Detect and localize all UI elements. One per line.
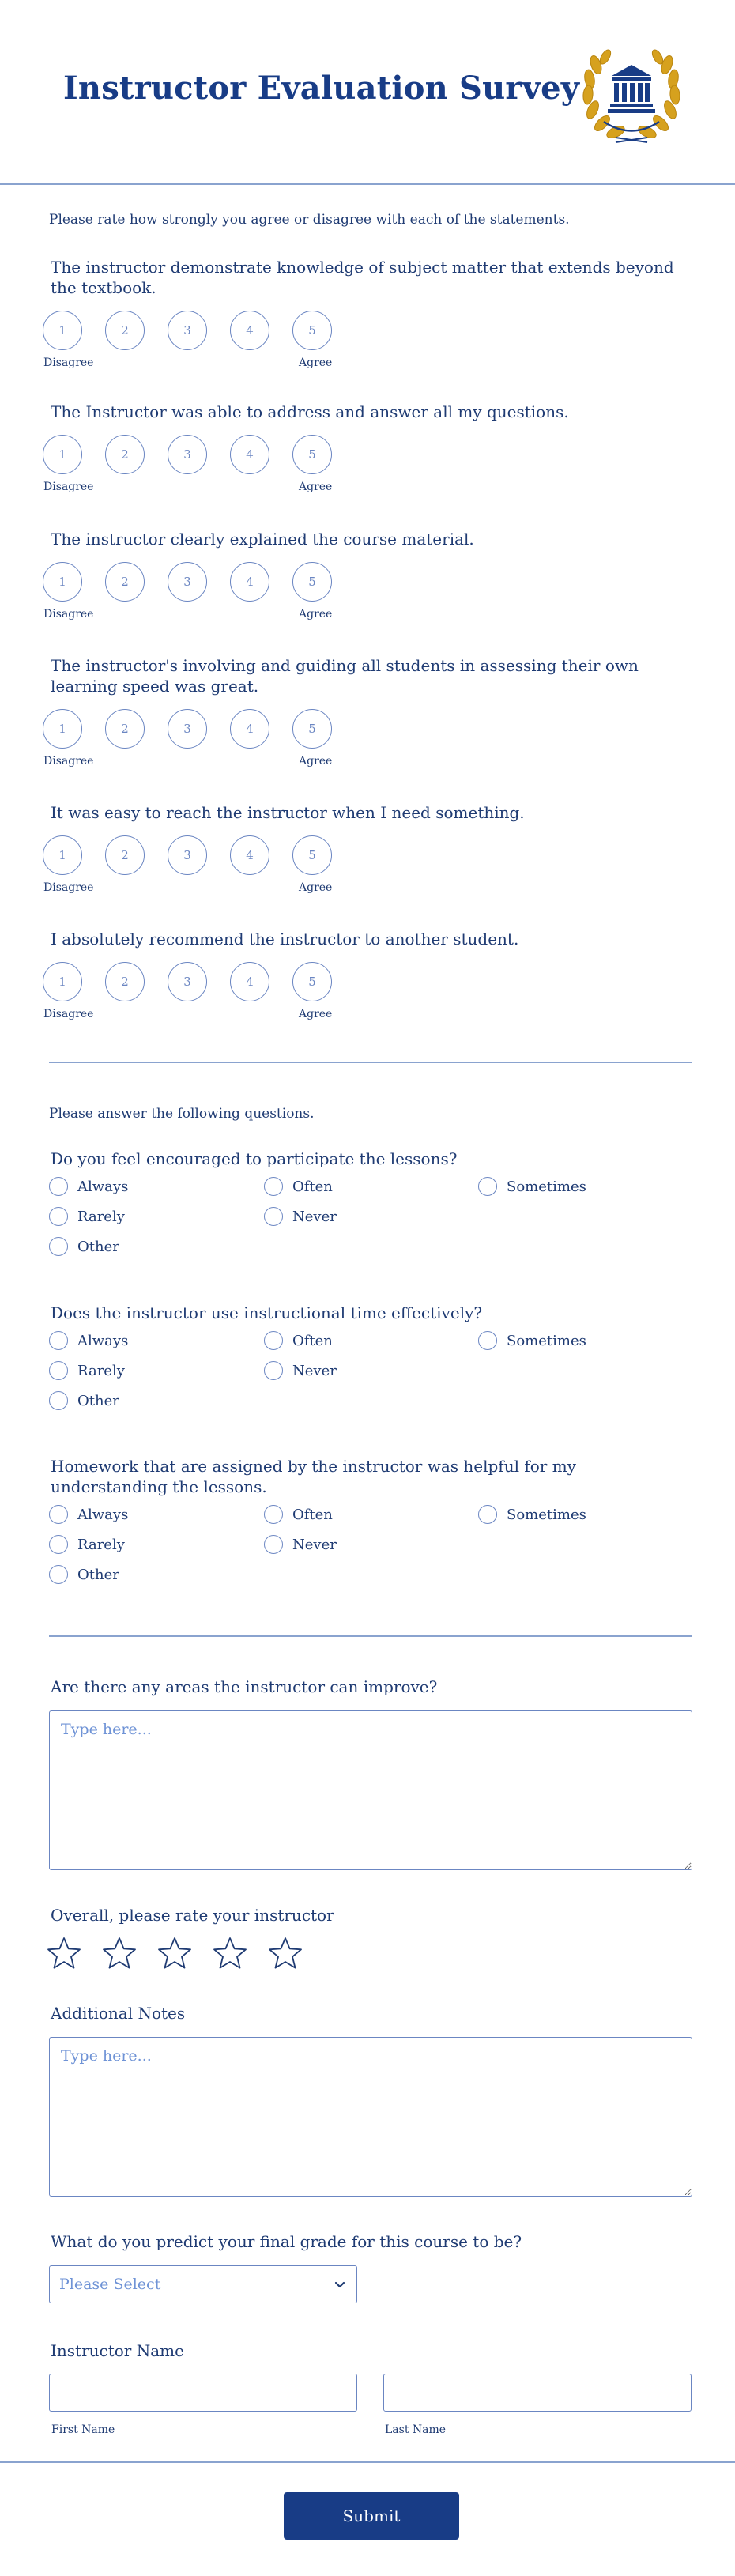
radio-circle-icon[interactable] — [49, 1505, 68, 1524]
rating-option[interactable]: 1 — [43, 835, 82, 875]
scale-high-label: Agree — [299, 881, 333, 894]
radio-option-label: Sometimes — [507, 1506, 586, 1523]
questions-intro: Please answer the following questions. — [49, 1106, 315, 1122]
radio-option-other[interactable] — [49, 1389, 119, 1412]
star-icon[interactable] — [46, 1935, 82, 1971]
rating-scale — [43, 562, 359, 625]
rating-statement: The instructor demonstrate knowledge of subject matter that extends beyond the textbook. — [51, 258, 674, 297]
radio-circle-icon[interactable] — [264, 1535, 283, 1554]
radio-option-often[interactable] — [264, 1503, 333, 1526]
scale-low-label: Disagree — [43, 608, 94, 620]
first-name-sublabel: First Name — [51, 2423, 115, 2436]
rating-scale — [43, 311, 359, 374]
scale-high-label: Agree — [299, 356, 333, 369]
rating-option[interactable]: 5 — [292, 435, 332, 474]
radio-option-label: Never — [292, 1208, 337, 1225]
grade-select[interactable] — [49, 2265, 357, 2303]
radio-option-sometimes[interactable] — [478, 1503, 586, 1526]
improve-textarea[interactable] — [49, 1710, 692, 1870]
last-name-sublabel: Last Name — [385, 2423, 447, 2436]
radio-option-often[interactable] — [264, 1175, 333, 1198]
rating-option[interactable]: 2 — [105, 311, 145, 350]
rating-option[interactable]: 2 — [105, 962, 145, 1001]
rating-statement: The instructor clearly explained the course material. — [51, 530, 474, 549]
radio-circle-icon[interactable] — [49, 1535, 68, 1554]
radio-option-always[interactable] — [49, 1329, 128, 1352]
rating-option[interactable]: 5 — [292, 709, 332, 749]
multiple-choice-question: Does the instructor use instructional time effectively? — [51, 1303, 483, 1322]
overall-rating-label: Overall, please rate your instructor — [51, 1906, 334, 1925]
radio-option-label: Sometimes — [507, 1332, 586, 1349]
radio-circle-icon[interactable] — [49, 1237, 68, 1256]
rating-option[interactable]: 3 — [168, 311, 207, 350]
radio-option-label: Always — [77, 1506, 129, 1523]
radio-circle-icon[interactable] — [264, 1207, 283, 1226]
radio-option-rarely[interactable] — [49, 1359, 125, 1382]
multiple-choice-question: Homework that are assigned by the instructor was helpful for my understanding the lessons. — [51, 1457, 576, 1496]
rating-scale — [43, 435, 359, 498]
section-divider — [49, 1062, 692, 1063]
rating-option[interactable]: 5 — [292, 562, 332, 602]
rating-option[interactable]: 3 — [168, 435, 207, 474]
radio-circle-icon[interactable] — [478, 1177, 497, 1196]
section-divider — [49, 1635, 692, 1637]
rating-option[interactable]: 5 — [292, 835, 332, 875]
scale-high-label: Agree — [299, 481, 333, 493]
rating-option[interactable]: 1 — [43, 709, 82, 749]
rating-statement: It was easy to reach the instructor when I need something. — [51, 803, 525, 822]
rating-option[interactable]: 3 — [168, 562, 207, 602]
radio-option-label: Always — [77, 1178, 129, 1195]
radio-circle-icon[interactable] — [264, 1331, 283, 1350]
radio-option-other[interactable] — [49, 1563, 119, 1586]
scale-low-label: Disagree — [43, 356, 94, 369]
rating-scale — [43, 835, 359, 899]
university-laurel-icon — [572, 33, 691, 152]
radio-option-label: Always — [77, 1332, 129, 1349]
page-title: Instructor Evaluation Survey — [63, 70, 580, 107]
radio-circle-icon[interactable] — [49, 1361, 68, 1380]
improve-label: Are there any areas the instructor can improve? — [51, 1677, 438, 1696]
first-name-input[interactable] — [49, 2374, 357, 2412]
radio-circle-icon[interactable] — [264, 1505, 283, 1524]
star-icon[interactable] — [101, 1935, 138, 1971]
rating-option[interactable]: 5 — [292, 962, 332, 1001]
scale-low-label: Disagree — [43, 1008, 94, 1020]
radio-option-label: Never — [292, 1362, 337, 1379]
radio-circle-icon[interactable] — [264, 1361, 283, 1380]
rating-option[interactable]: 2 — [105, 435, 145, 474]
star-icon[interactable] — [156, 1935, 193, 1971]
star-icon[interactable] — [267, 1935, 303, 1971]
radio-circle-icon[interactable] — [49, 1177, 68, 1196]
radio-circle-icon[interactable] — [49, 1391, 68, 1410]
rating-statement: I absolutely recommend the instructor to another student. — [51, 930, 519, 949]
notes-textarea[interactable] — [49, 2037, 692, 2197]
submit-button[interactable]: Submit — [284, 2492, 459, 2540]
radio-option-rarely[interactable] — [49, 1533, 125, 1556]
last-name-input[interactable] — [383, 2374, 692, 2412]
radio-option-label: Sometimes — [507, 1178, 586, 1195]
radio-option-label: Rarely — [77, 1208, 125, 1225]
scale-high-label: Agree — [299, 608, 333, 620]
radio-option-always[interactable] — [49, 1175, 128, 1198]
scale-high-label: Agree — [299, 755, 333, 768]
scale-high-label: Agree — [299, 1008, 333, 1020]
radio-option-rarely[interactable] — [49, 1205, 125, 1228]
grade-select-value: Please Select — [59, 2276, 161, 2293]
radio-option-never[interactable] — [264, 1205, 337, 1228]
radio-option-label: Often — [292, 1506, 333, 1523]
rating-scale — [43, 709, 359, 772]
rating-statement: The Instructor was able to address and answer all my questions. — [51, 402, 569, 421]
radio-option-label: Never — [292, 1536, 337, 1553]
radio-option-always[interactable] — [49, 1503, 128, 1526]
rating-option[interactable]: 4 — [230, 311, 270, 350]
radio-circle-icon[interactable] — [49, 1207, 68, 1226]
rating-option[interactable]: 2 — [105, 835, 145, 875]
rating-option[interactable]: 5 — [292, 311, 332, 350]
scale-low-label: Disagree — [43, 481, 94, 493]
rating-option[interactable]: 3 — [168, 835, 207, 875]
radio-option-label: Rarely — [77, 1536, 125, 1553]
radio-option-label: Often — [292, 1332, 333, 1349]
rating-option[interactable]: 3 — [168, 962, 207, 1001]
radio-option-label: Other — [77, 1566, 119, 1583]
rating-option[interactable]: 4 — [230, 835, 270, 875]
radio-option-never[interactable] — [264, 1359, 337, 1382]
radio-circle-icon[interactable] — [478, 1331, 497, 1350]
radio-option-often[interactable] — [264, 1329, 333, 1352]
radio-option-label: Often — [292, 1178, 333, 1195]
rating-option[interactable]: 4 — [230, 962, 270, 1001]
rating-statement: The instructor's involving and guiding all students in assessing their own learning speed was great. — [51, 656, 639, 696]
radio-option-other[interactable] — [49, 1235, 119, 1258]
radio-option-label: Rarely — [77, 1362, 125, 1379]
rating-option[interactable]: 4 — [230, 435, 270, 474]
radio-circle-icon[interactable] — [49, 1565, 68, 1584]
instructor-name-label: Instructor Name — [51, 2341, 184, 2360]
rating-option[interactable]: 4 — [230, 709, 270, 749]
footer-divider — [0, 2461, 735, 2463]
form-header — [0, 0, 735, 185]
star-icon[interactable] — [212, 1935, 248, 1971]
rating-option[interactable]: 1 — [43, 311, 82, 350]
radio-option-label: Other — [77, 1238, 119, 1255]
rating-option[interactable]: 2 — [105, 562, 145, 602]
scale-low-label: Disagree — [43, 755, 94, 768]
rating-option[interactable]: 4 — [230, 562, 270, 602]
grade-label: What do you predict your final grade for this course to be? — [51, 2232, 522, 2251]
rating-option[interactable]: 1 — [43, 435, 82, 474]
radio-circle-icon[interactable] — [264, 1177, 283, 1196]
chevron-down-icon — [333, 2277, 347, 2291]
rating-intro: Please rate how strongly you agree or disagree with each of the statements. — [49, 212, 570, 228]
notes-label: Additional Notes — [51, 2004, 186, 2023]
rating-option[interactable]: 3 — [168, 709, 207, 749]
radio-option-sometimes[interactable] — [478, 1175, 586, 1198]
rating-scale — [43, 962, 359, 1025]
radio-option-sometimes[interactable] — [478, 1329, 586, 1352]
radio-option-label: Other — [77, 1392, 119, 1409]
rating-option[interactable]: 1 — [43, 562, 82, 602]
multiple-choice-question: Do you feel encouraged to participate the lessons? — [51, 1149, 458, 1168]
rating-option[interactable]: 1 — [43, 962, 82, 1001]
radio-circle-icon[interactable] — [478, 1505, 497, 1524]
scale-low-label: Disagree — [43, 881, 94, 894]
radio-circle-icon[interactable] — [49, 1331, 68, 1350]
radio-option-never[interactable] — [264, 1533, 337, 1556]
rating-option[interactable]: 2 — [105, 709, 145, 749]
